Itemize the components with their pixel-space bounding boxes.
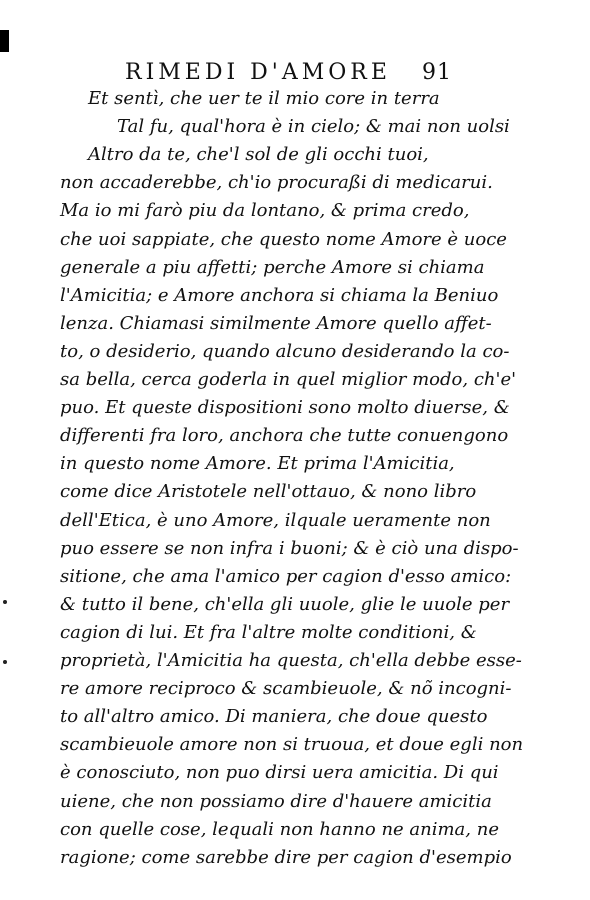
text-line: sitione, che ama l'amico per cagion d'esso amico: bbox=[60, 566, 512, 587]
text-line: Tal fu, qual'hora è in cielo; & mai non uolsi bbox=[117, 116, 510, 137]
text-line: in questo nome Amore. Et prima l'Amicitia, bbox=[60, 453, 455, 474]
running-head-title: RIMEDI D'AMORE bbox=[125, 60, 391, 85]
text-line: to, o desiderio, quando alcuno desiderando la co- bbox=[60, 341, 510, 362]
text-line: scambieuole amore non si truoua, et doue egli non bbox=[60, 734, 524, 755]
text-line: cagion di lui. Et fra l'altre molte conditioni, & bbox=[60, 622, 477, 643]
text-line: puo essere se non infra i buoni; & è ciò una dispo- bbox=[60, 538, 519, 559]
page-number: 91 bbox=[422, 60, 452, 85]
text-line: sa bella, cerca goderla in quel miglior modo, ch'e' bbox=[60, 369, 517, 390]
text-line: con quelle cose, lequali non hanno ne anima, ne bbox=[60, 819, 499, 840]
text-line: ragione; come sarebbe dire per cagion d'esempio bbox=[60, 847, 512, 868]
text-line: uiene, che non possiamo dire d'hauere amicitia bbox=[60, 791, 492, 812]
text-line: re amore reciproco & scambieuole, & nõ incogni- bbox=[60, 678, 512, 699]
text-line: non accaderebbe, ch'io procuraßi di medicarui. bbox=[60, 172, 493, 193]
text-line: Ma io mi farò piu da lontano, & prima credo, bbox=[60, 200, 470, 221]
text-line: Et sentì, che uer te il mio core in terra bbox=[88, 88, 440, 109]
text-line: dell'Etica, è uno Amore, ilquale ueramente non bbox=[60, 510, 491, 531]
text-line: come dice Aristotele nell'ottauo, & nono libro bbox=[60, 481, 477, 502]
text-line: proprietà, l'Amicitia ha questa, ch'ella debbe esse- bbox=[60, 650, 522, 671]
text-line: è conosciuto, non puo dirsi uera amicitia. Di qui bbox=[60, 762, 499, 783]
text-line: Altro da te, che'l sol de gli occhi tuoi, bbox=[88, 144, 429, 165]
text-line: & tutto il bene, ch'ella gli uuole, glie le uuole per bbox=[60, 594, 510, 615]
text-line: differenti fra loro, anchora che tutte conuengono bbox=[60, 425, 509, 446]
text-line: generale a piu affetti; perche Amore si chiama bbox=[60, 257, 485, 278]
text-line: l'Amicitia; e Amore anchora si chiama la Beniuo bbox=[60, 285, 499, 306]
text-line: puo. Et queste dispositioni sono molto diuerse, & bbox=[60, 397, 510, 418]
text-line: che uoi sappiate, che questo nome Amore è uoce bbox=[60, 229, 507, 250]
text-line: to all'altro amico. Di maniera, che doue questo bbox=[60, 706, 488, 727]
text-line: lenza. Chiamasi similmente Amore quello affet- bbox=[60, 313, 492, 334]
